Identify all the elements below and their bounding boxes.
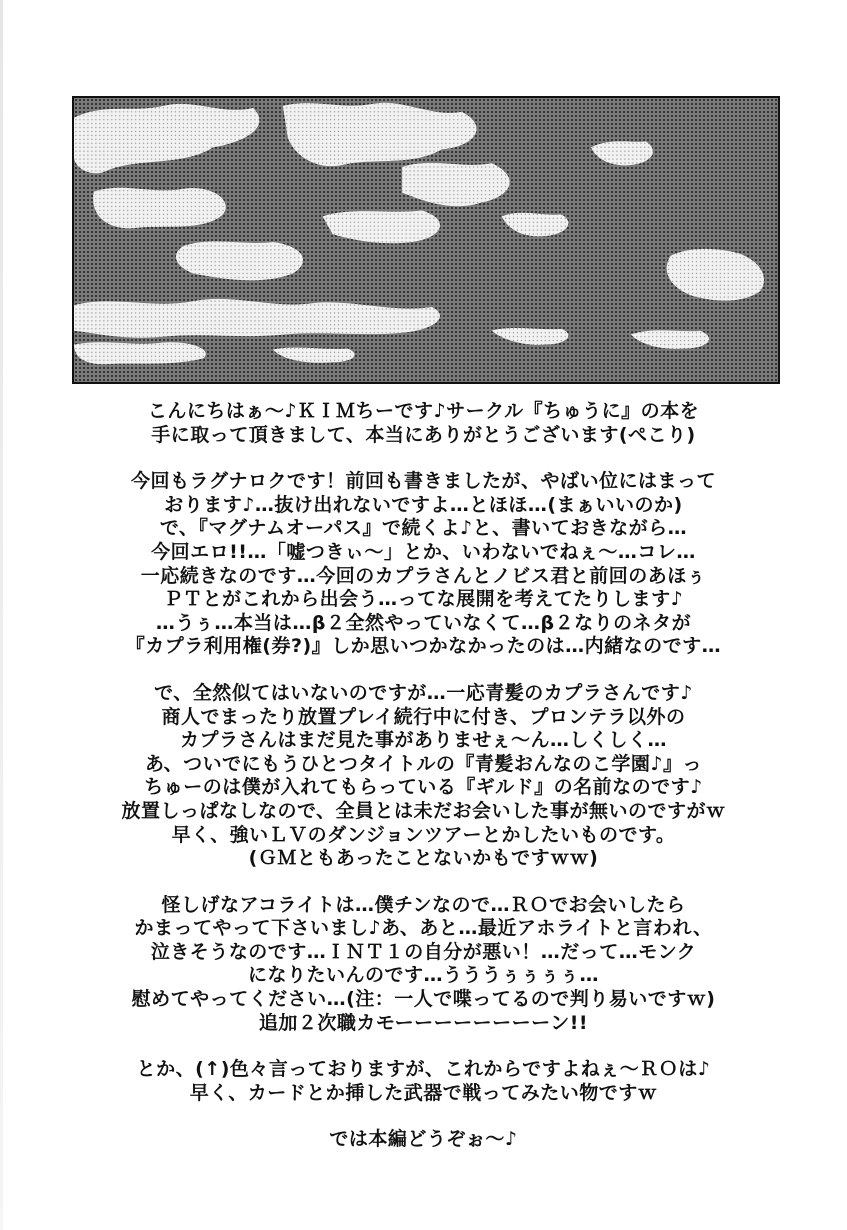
text-line: とか、(↑)色々言っておりますが、これからですよねぇ～ＲＯは♪ [136,1058,711,1081]
text-line: 泣きそうなのです…ＩＮＴ１の自分が悪い！…だって…モンク [150,940,697,963]
text-line: 早く、カードとか挿した武器で戦ってみたい物ですｗ [189,1081,658,1104]
text-line: で、全然似てはいないのですが…一応青髪のカプラさんです♪ [154,681,693,704]
text-line: 早く、強いＬＶのダンジョンツアーとかしたいものです。 [171,823,676,846]
afterword-text [60,400,787,1175]
text-line: …うぅ…本当は…β２全然やっていなくて…β２なりのネタが [155,611,692,634]
cloud-shapes [74,98,778,382]
paragraph-greeting [60,400,787,447]
text-line: ＰＴとがこれから出会う…ってな展開を考えてたりします♪ [163,588,684,611]
text-line: 怪しげなアコライトは…僕チンなので…ＲＯでお会いしたら [161,893,686,916]
page-edge-shadow [0,0,3,1230]
text-line: ちゅーのは僕が入れてもらっている『ギルド』の名前なのです♪ [144,776,703,799]
text-line: では本編どうぞぉ～♪ [329,1128,518,1151]
sky-illustration [72,96,780,384]
text-line: 『カプラ利用権(券?)』しか思いつかなかったのは…内緒なのです… [125,635,722,658]
paragraph-kafra [60,682,787,871]
text-line: おります♪…抜け出れないですよ…とほほ…(まぁいいのか) [164,493,683,516]
text-line: で、『マグナムオーパス』で続くよ♪と、書いておきながら… [159,517,688,540]
text-line: カプラさんはまだ見た事がありませぇ～ん…しくしく… [179,729,668,752]
text-line: 放置しっぱなしなので、全員とは未だお会いした事が無いのですがｗ [121,799,726,822]
text-line: 今回エロ!!…「嘘つきぃ～」とか、いわないでねぇ～…コレ… [151,540,696,563]
text-line: 追加２次職カモーーーーーーーーン!! [258,1011,589,1034]
text-line: (ＧＭともあったことないかもですｗｗ) [248,847,599,870]
paragraph-ragnarok [60,470,787,659]
paragraph-signoff [60,1128,787,1152]
text-line: かまってやって下さいまし♪あ、あと…最近アホライトと言われ、 [134,917,713,940]
text-line: になりたいんのです…うううぅぅぅぅ… [247,964,599,987]
text-line: こんにちはぁ～♪ＫＩＭちーです♪サークル『ちゅうに』の本を [147,400,700,422]
text-line: 今回もラグナロクです！前回も書きましたが、やばい位にはまって [130,470,716,493]
text-line: 手に取って頂きまして、本当にありがとうございます(ぺこり) [151,423,696,446]
text-line: 慰めてやってください…(注：一人で喋ってるので判り易いですｗ) [131,988,716,1011]
text-line: 一応続きなのです…今回のカプラさんとノビス君と前回のあほぅ [140,564,707,587]
paragraph-acolyte [60,894,787,1036]
paragraph-closing [60,1058,787,1105]
text-line: 商人でまったり放置プレイ続行中に付き、プロンテラ以外の [161,705,686,728]
text-line: あ、ついでにもうひとつタイトルの『青髪おんなのこ学園♪』っ [144,752,703,775]
